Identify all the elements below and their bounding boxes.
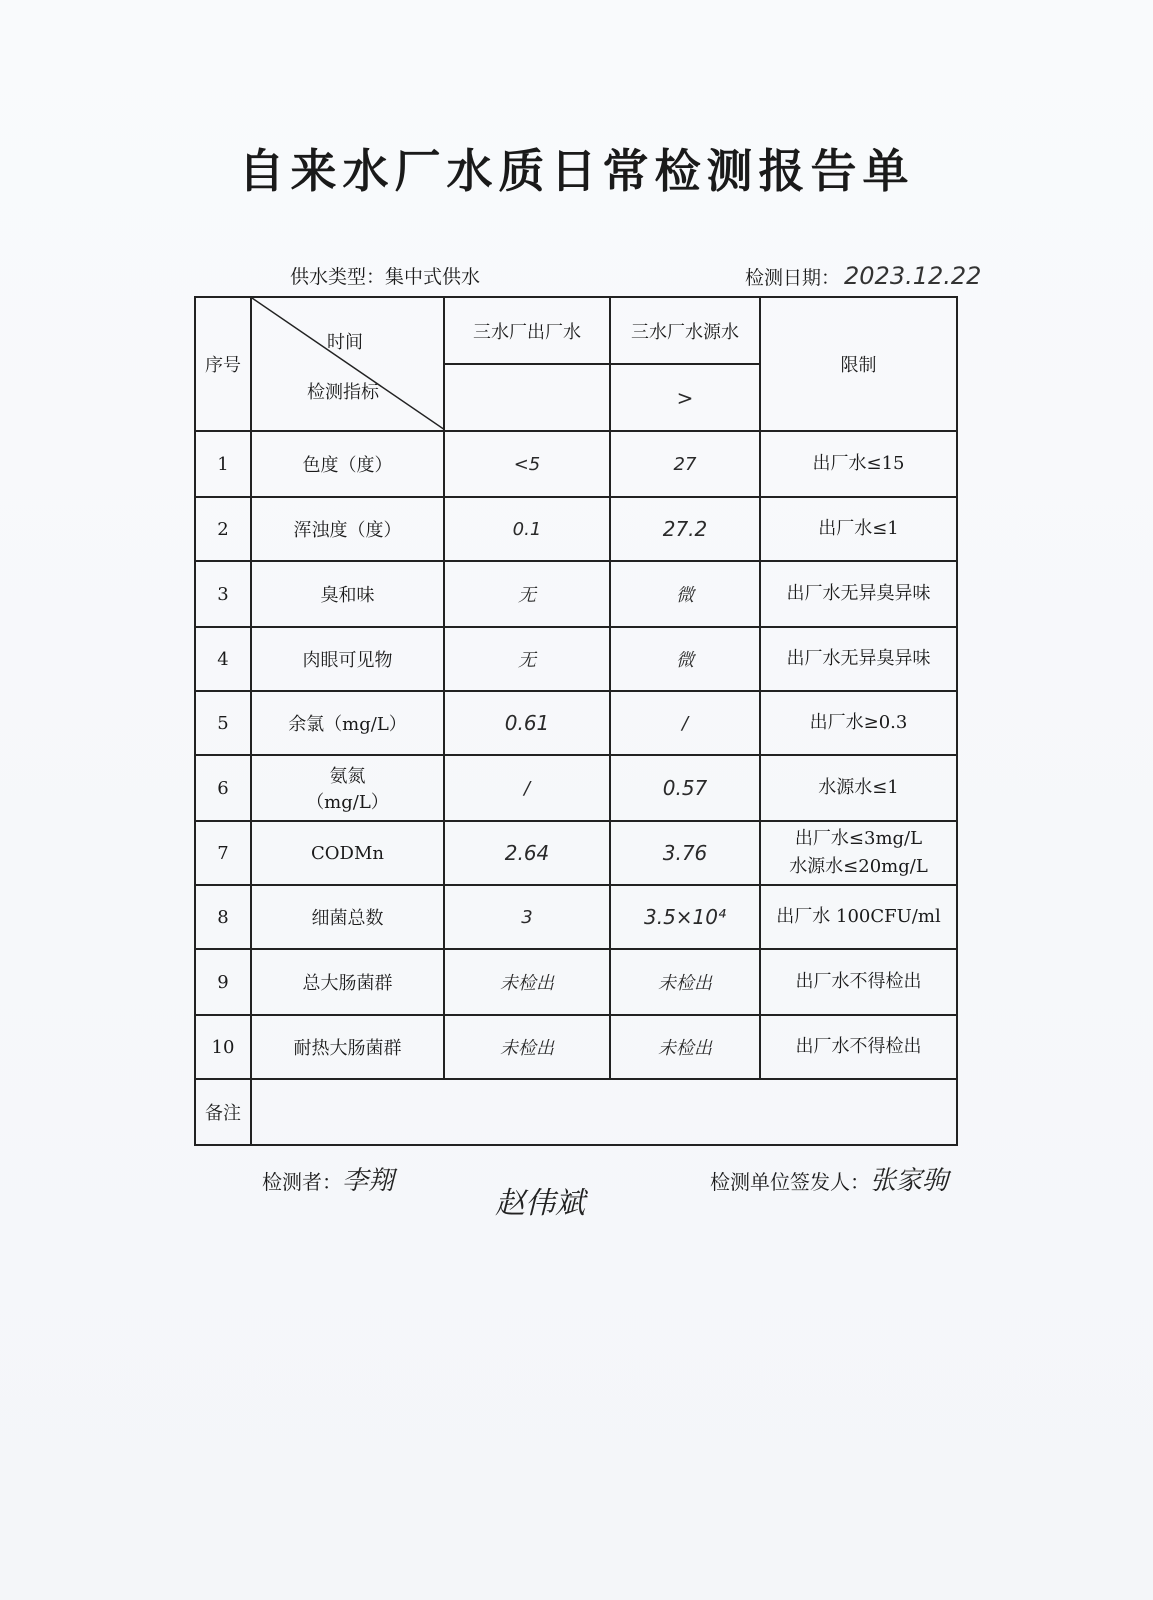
row-indicator: 总大肠菌群 [251,949,444,1015]
issuer-line [710,1160,948,1197]
row-seq: 1 [195,431,251,497]
issuer-signature: 张家驹 [870,1166,949,1196]
test-date-value: 2023.12.22 [844,262,982,290]
row-indicator: 余氯（mg/L） [251,691,444,755]
row-source-value: 3.5×10⁴ [610,885,760,949]
table-row [195,1015,957,1079]
report-table [194,296,958,1146]
row-indicator: CODMn [251,821,444,885]
row-source-value: 3.76 [610,821,760,885]
row-outlet-value: 2.64 [444,821,610,885]
remarks-label: 备注 [195,1079,251,1145]
diagonal-header [251,297,444,431]
row-source-value: / [610,691,760,755]
supply-type: 供水类型：集中式供水 [290,266,481,288]
row-outlet-value: 未检出 [444,949,610,1015]
row-limit: 出厂水≥0.3 [760,691,957,755]
row-limit: 出厂水 100CFU/ml [760,885,957,949]
row-source-value: 微 [610,627,760,691]
outlet-time-cell [444,364,610,431]
indicator-header: 检测指标 [307,382,379,403]
issuer-label: 检测单位签发人： [710,1170,870,1194]
table-row [195,431,957,497]
row-indicator: 臭和味 [251,561,444,627]
row-outlet-value: 无 [444,561,610,627]
outlet-water-header: 三水厂出厂水 [444,297,610,364]
row-limit: 水源水≤1 [760,755,957,821]
table-row [195,497,957,561]
diagonal-line [252,298,444,430]
row-seq: 4 [195,627,251,691]
row-seq: 7 [195,821,251,885]
row-seq: 10 [195,1015,251,1079]
reviewer-signature: 赵伟斌 [495,1186,585,1221]
source-time-cell: > [610,364,760,431]
row-seq: 9 [195,949,251,1015]
row-source-value: 0.57 [610,755,760,821]
row-indicator: 浑浊度（度） [251,497,444,561]
row-limit: 出厂水不得检出 [760,1015,957,1079]
row-indicator: 耐热大肠菌群 [251,1015,444,1079]
row-seq: 8 [195,885,251,949]
row-limit: 出厂水≤1 [760,497,957,561]
row-limit: 出厂水无异臭异味 [760,561,957,627]
table-row [195,627,957,691]
row-source-value: 未检出 [610,1015,760,1079]
row-outlet-value: 0.1 [444,497,610,561]
table-row [195,755,957,821]
row-source-value: 微 [610,561,760,627]
row-seq: 2 [195,497,251,561]
row-outlet-value: / [444,755,610,821]
row-indicator: 氨氮 （mg/L） [251,755,444,821]
table-row [195,885,957,949]
row-outlet-value: <5 [444,431,610,497]
row-seq: 6 [195,755,251,821]
row-indicator: 细菌总数 [251,885,444,949]
test-date [745,262,981,290]
row-source-value: 27.2 [610,497,760,561]
table-row [195,561,957,627]
source-water-header: 三水厂水源水 [610,297,760,364]
table-row [195,691,957,755]
row-outlet-value: 无 [444,627,610,691]
page-title: 自来水厂水质日常检测报告单 [238,144,915,198]
row-source-value: 未检出 [610,949,760,1015]
header-row [195,297,957,364]
remarks-value [251,1079,957,1145]
row-seq: 3 [195,561,251,627]
tester-signature: 李翔 [342,1166,395,1196]
time-header: 时间 [327,332,363,353]
row-seq: 5 [195,691,251,755]
row-limit: 出厂水≤15 [760,431,957,497]
row-limit: 出厂水不得检出 [760,949,957,1015]
seq-header: 序号 [195,297,251,431]
table-row [195,821,957,885]
row-indicator: 色度（度） [251,431,444,497]
row-limit: 出厂水≤3mg/L 水源水≤20mg/L [760,821,957,885]
row-outlet-value: 未检出 [444,1015,610,1079]
remarks-row [195,1079,957,1145]
tester-label: 检测者： [262,1170,342,1194]
row-limit: 出厂水无异臭异味 [760,627,957,691]
tester-line [262,1160,394,1197]
row-indicator: 肉眼可见物 [251,627,444,691]
row-source-value: 27 [610,431,760,497]
table-row [195,949,957,1015]
row-outlet-value: 3 [444,885,610,949]
row-outlet-value: 0.61 [444,691,610,755]
limit-header: 限制 [760,297,957,431]
test-date-label: 检测日期： [745,267,841,289]
